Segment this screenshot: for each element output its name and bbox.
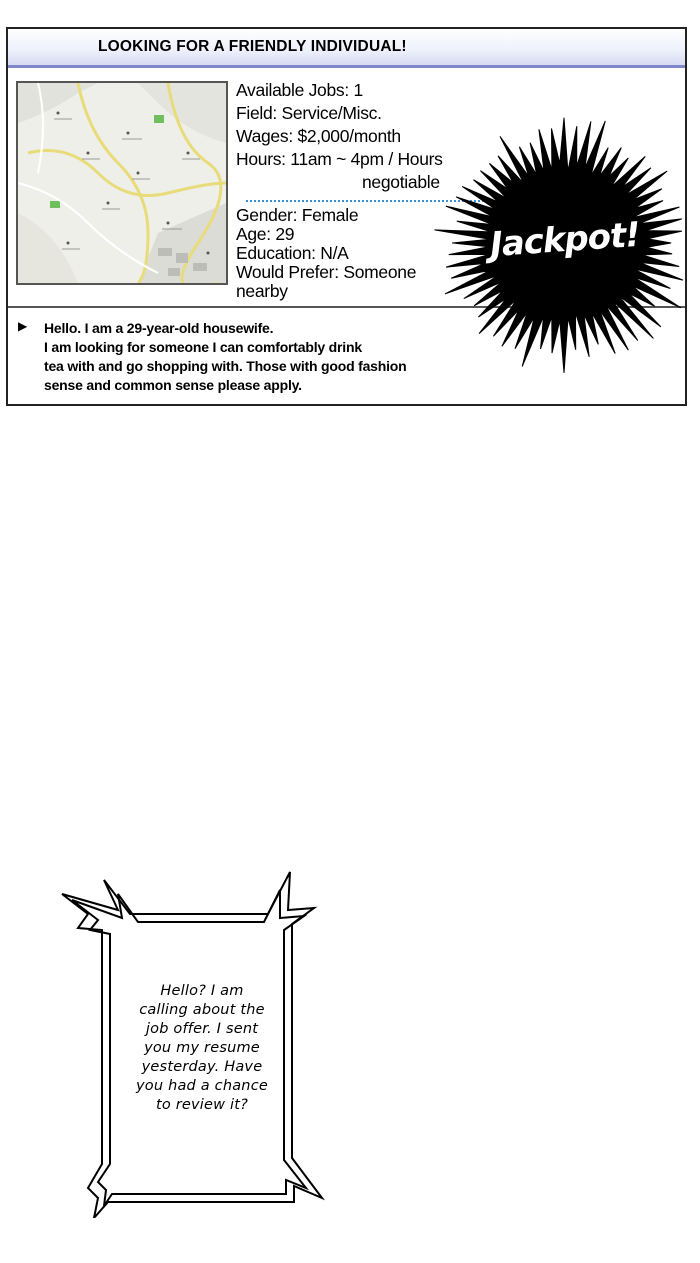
ad-description: [44, 319, 407, 395]
triangle-right-icon: ▶: [18, 319, 28, 333]
speech-line: calling about the: [139, 1002, 265, 1018]
speech-text: [118, 982, 286, 1115]
ad-title: LOOKING FOR A FRIENDLY INDIVIDUAL!: [98, 38, 407, 55]
speech-line: Hello? I am: [160, 983, 244, 999]
would-prefer-continued: nearby: [236, 281, 288, 301]
map-image: [16, 81, 228, 285]
ad-header: [8, 29, 685, 68]
hours: Hours: 11am ~ 4pm / Hours: [236, 149, 443, 169]
speech-line: you my resume: [144, 1040, 260, 1056]
description-line: I am looking for someone I can comfortably drink: [44, 339, 362, 355]
speech-line: yesterday. Have: [141, 1059, 263, 1075]
applicant-details: [236, 206, 416, 301]
gender: Gender: Female: [236, 205, 359, 225]
would-prefer: Would Prefer: Someone: [236, 262, 417, 282]
speech-line: job offer. I sent: [145, 1021, 259, 1037]
speech-line: to review it?: [155, 1097, 249, 1113]
jackpot-text: Jackpot!: [488, 214, 642, 266]
speech-line: you had a chance: [136, 1078, 268, 1094]
age: Age: 29: [236, 224, 295, 244]
field: Field: Service/Misc.: [236, 103, 382, 123]
available-jobs: Available Jobs: 1: [236, 80, 363, 100]
wages: Wages: $2,000/month: [236, 126, 401, 146]
description-line: Hello. I am a 29-year-old housewife.: [44, 320, 274, 336]
education: Education: N/A: [236, 243, 349, 263]
hours-continued: negotiable: [362, 172, 440, 192]
description-line: sense and common sense please apply.: [44, 377, 302, 393]
map-illustration: [18, 83, 226, 283]
description-line: tea with and go shopping with. Those with good fashion: [44, 358, 407, 374]
job-details: [236, 79, 443, 194]
